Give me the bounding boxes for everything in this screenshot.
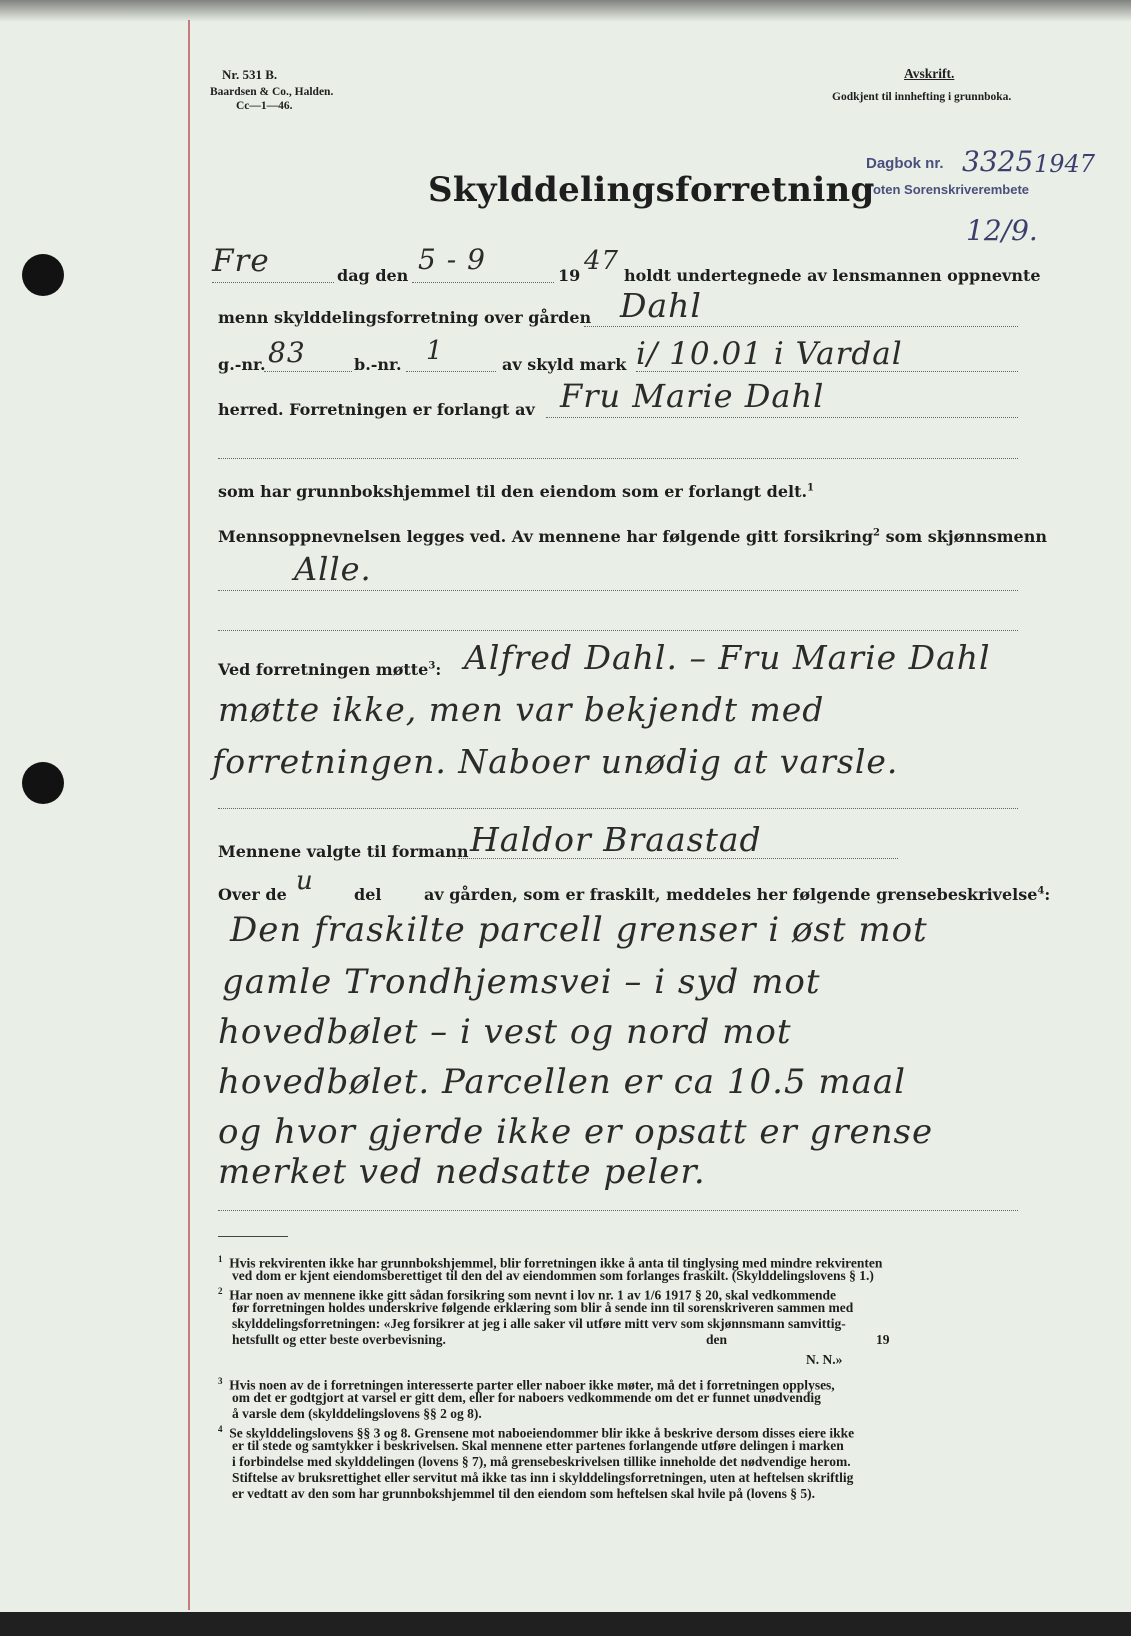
dotted-line	[546, 417, 1018, 418]
dagbok-label: Dagbok nr.	[866, 155, 944, 172]
boundary-line-4: hovedbølet. Parcellen er ca 10.5 maal	[218, 1062, 907, 1102]
boundary-line-2: gamle Trondhjemsvei – i syd mot	[222, 962, 821, 1002]
dotted-line	[636, 371, 1018, 372]
footnote-3-line-2: om det er godtgjort at varsel er gitt dem, eller for naboers vedkommende om det er funnet unødvendig	[232, 1390, 821, 1405]
boundary-line-1: Den fraskilte parcell grenser i øst mot	[230, 910, 928, 950]
over-handwritten: u	[296, 866, 314, 896]
mennsopp-text	[218, 527, 1047, 546]
punch-hole-icon	[22, 254, 64, 296]
mote-handwritten-3: forretningen. Naboer unødig at varsle.	[212, 742, 899, 781]
form-number: Nr. 531 B.	[222, 67, 278, 82]
stamp-date: 12/9.	[966, 214, 1038, 247]
mote-label: Ved forretningen møtte	[218, 660, 429, 679]
grunnbok-text	[218, 482, 814, 501]
dotted-line	[264, 371, 352, 372]
punch-hole-icon	[22, 762, 64, 804]
footnote-4-line-3: i forbindelse med skylddelingen (lovens § 7), må grensebeskrivelsen tillike inneholde det nødvendige herom.	[232, 1454, 851, 1469]
skyld-label: av skyld mark	[502, 355, 627, 374]
footnote-2-line-4: hetsfullt og etter beste overbevisning.	[232, 1332, 446, 1347]
dotted-line	[218, 630, 1018, 631]
footnote-1-line-1: Hvis rekvirenten ikke har grunnbokshjemmel, blir forretningen ikke å anta til tinglysing med mindre rekvirenten	[229, 1255, 883, 1271]
grunnbok-label: som har grunnbokshjemmel til den eiendom som er forlangt delt.	[218, 482, 808, 501]
date-handwritten: 5 - 9	[418, 243, 486, 276]
boundary-line-3: hovedbølet – i vest og nord mot	[218, 1012, 792, 1052]
dotted-line	[218, 808, 1018, 809]
formann-handwritten: Haldor Braastad	[470, 820, 762, 859]
footnote-number: 1	[218, 1254, 223, 1264]
gnr-label: g.-nr.	[218, 355, 266, 374]
boundary-line-5: og hvor gjerde ikke er opsatt er grense	[218, 1112, 934, 1152]
skyld-handwritten: i/ 10.01 i Vardal	[636, 336, 903, 372]
dotted-line	[458, 858, 898, 859]
dotted-line	[218, 1210, 1018, 1211]
footnote-2-line-1: Har noen av mennene ikke gitt sådan forsikring som nevnt i lov nr. 1 av 1/6 1917 § 20, skal vedkommende	[229, 1287, 837, 1303]
mote-text: Ved forretningen møtte$^3$:	[218, 660, 442, 679]
footnote-2-den: den	[706, 1332, 728, 1347]
printer-name: Baardsen & Co., Halden.	[210, 86, 334, 98]
dotted-line	[218, 590, 1018, 591]
footnote-2-line-2: før forretningen holdes underskrive følgende erklæring som blir å sende inn til sorenskriveren sammen med	[232, 1300, 854, 1315]
footnote-ref: 4	[1037, 885, 1045, 897]
footnote-2-year: 19	[876, 1332, 890, 1347]
footnote-ref: 3	[428, 660, 436, 672]
footnote-3-line-3: å varsle dem (skylddelingslovens §§ 2 og 8).	[232, 1406, 482, 1421]
year-prefix: 19	[558, 266, 581, 285]
footnote-2-signature: N. N.»	[806, 1352, 843, 1367]
copy-note: Godkjent til innhefting i grunnboka.	[832, 91, 1012, 103]
herred-text: herred. Forretningen er forlangt av	[218, 400, 535, 419]
holdt-text: holdt undertegnede av lensmannen oppnevnte	[624, 266, 1041, 285]
margin-rule	[188, 20, 190, 1610]
gnr-handwritten: 83	[268, 336, 306, 369]
dotted-line	[584, 326, 1018, 327]
bnr-label: b.-nr.	[354, 355, 402, 374]
footnote-4-line-5: er vedtatt av den som har grunnbokshjemmel til den eiendom som heftelsen skal hvile på (lovens § 5).	[232, 1486, 816, 1501]
print-code: Cc—1—46.	[236, 100, 293, 112]
bnr-handwritten: 1	[426, 336, 444, 366]
footnote-2-line-3: skylddelingsforretningen: «Jeg forsikrer at jeg i alle saker vil utføre mitt verv som skjønnsmann samvittig-	[232, 1316, 846, 1331]
footnote-4-line-2: er til stede og samtykker i beskrivelsen. Skal mennene etter partenes forlangende utføre delingen i marken	[232, 1438, 844, 1453]
office-stamp: Toten Sorenskriverembete	[866, 182, 1030, 197]
boundary-line-6: merket ved nedsatte peler.	[218, 1152, 706, 1192]
scan-bottom-edge	[0, 1612, 1131, 1636]
dag-den-label: dag den	[337, 266, 409, 285]
mote-handwritten-1: Alfred Dahl. – Fru Marie Dahl	[464, 638, 991, 677]
footnote-number: 3	[218, 1376, 223, 1386]
dagbok-year: 1947	[1034, 150, 1096, 178]
weekday-handwritten: Fre	[212, 243, 270, 279]
footnote-ref: 1	[807, 482, 814, 494]
formann-label: Mennene valgte til formann	[218, 842, 469, 861]
footnote-3-line-1: Hvis noen av de i forretningen interesserte parter eller naboer ikke møter, må det i forretningen opplyses,	[229, 1377, 835, 1393]
page-title: Skylddelingsforretning	[428, 170, 875, 210]
over-de-label: Over de	[218, 885, 287, 904]
footnote-1-line-2: ved dom er kjent eiendomsberettiget til den del av eiendommen som forlanges fraskilt. (Skylddelingslovens § 1.)	[232, 1268, 874, 1283]
scan-top-shadow	[0, 0, 1131, 22]
footnote-number: 4	[218, 1424, 223, 1434]
year-handwritten: 47	[584, 246, 620, 276]
alle-handwritten: Alle.	[294, 550, 372, 588]
footnote-number: 2	[218, 1286, 223, 1296]
dagbok-number: 3325	[962, 145, 1034, 178]
del-label: del	[354, 885, 382, 904]
av-garden-text: av gården, som er fraskilt, meddeles her følgende grensebeskrivelse$^4$:	[424, 885, 1051, 904]
dotted-line	[218, 458, 1018, 459]
footnote-rule	[218, 1236, 288, 1237]
mote-handwritten-2: møtte ikke, men var bekjendt med	[218, 690, 825, 729]
av-garden-label: av gården, som er fraskilt, meddeles her følgende grensebeskrivelse	[424, 885, 1038, 904]
mennsopp-label: Mennsoppnevnelsen legges ved. Av mennene har følgende gitt forsikring	[218, 527, 874, 546]
dotted-line	[212, 282, 334, 283]
mennsopp-end: som skjønnsmenn	[885, 527, 1047, 546]
dotted-line	[406, 371, 496, 372]
dotted-line	[412, 282, 554, 283]
footnote-4-line-1: Se skylddelingslovens §§ 3 og 8. Grensene mot naboeiendommer blir ikke å beskrive dersom disses eiere ikke	[229, 1425, 855, 1441]
requester-handwritten: Fru Marie Dahl	[560, 377, 825, 415]
footnote-ref: 2	[873, 527, 881, 539]
footnote-4-line-4: Stiftelse av bruksrettighet eller servitut må ikke tas inn i skylddelingsforretningen, uten at heftelsen skriftlig	[232, 1470, 854, 1485]
copy-label: Avskrift.	[904, 66, 955, 81]
farm-name-handwritten: Dahl	[620, 286, 702, 325]
menn-text: menn skylddelingsforretning over gården	[218, 308, 592, 327]
